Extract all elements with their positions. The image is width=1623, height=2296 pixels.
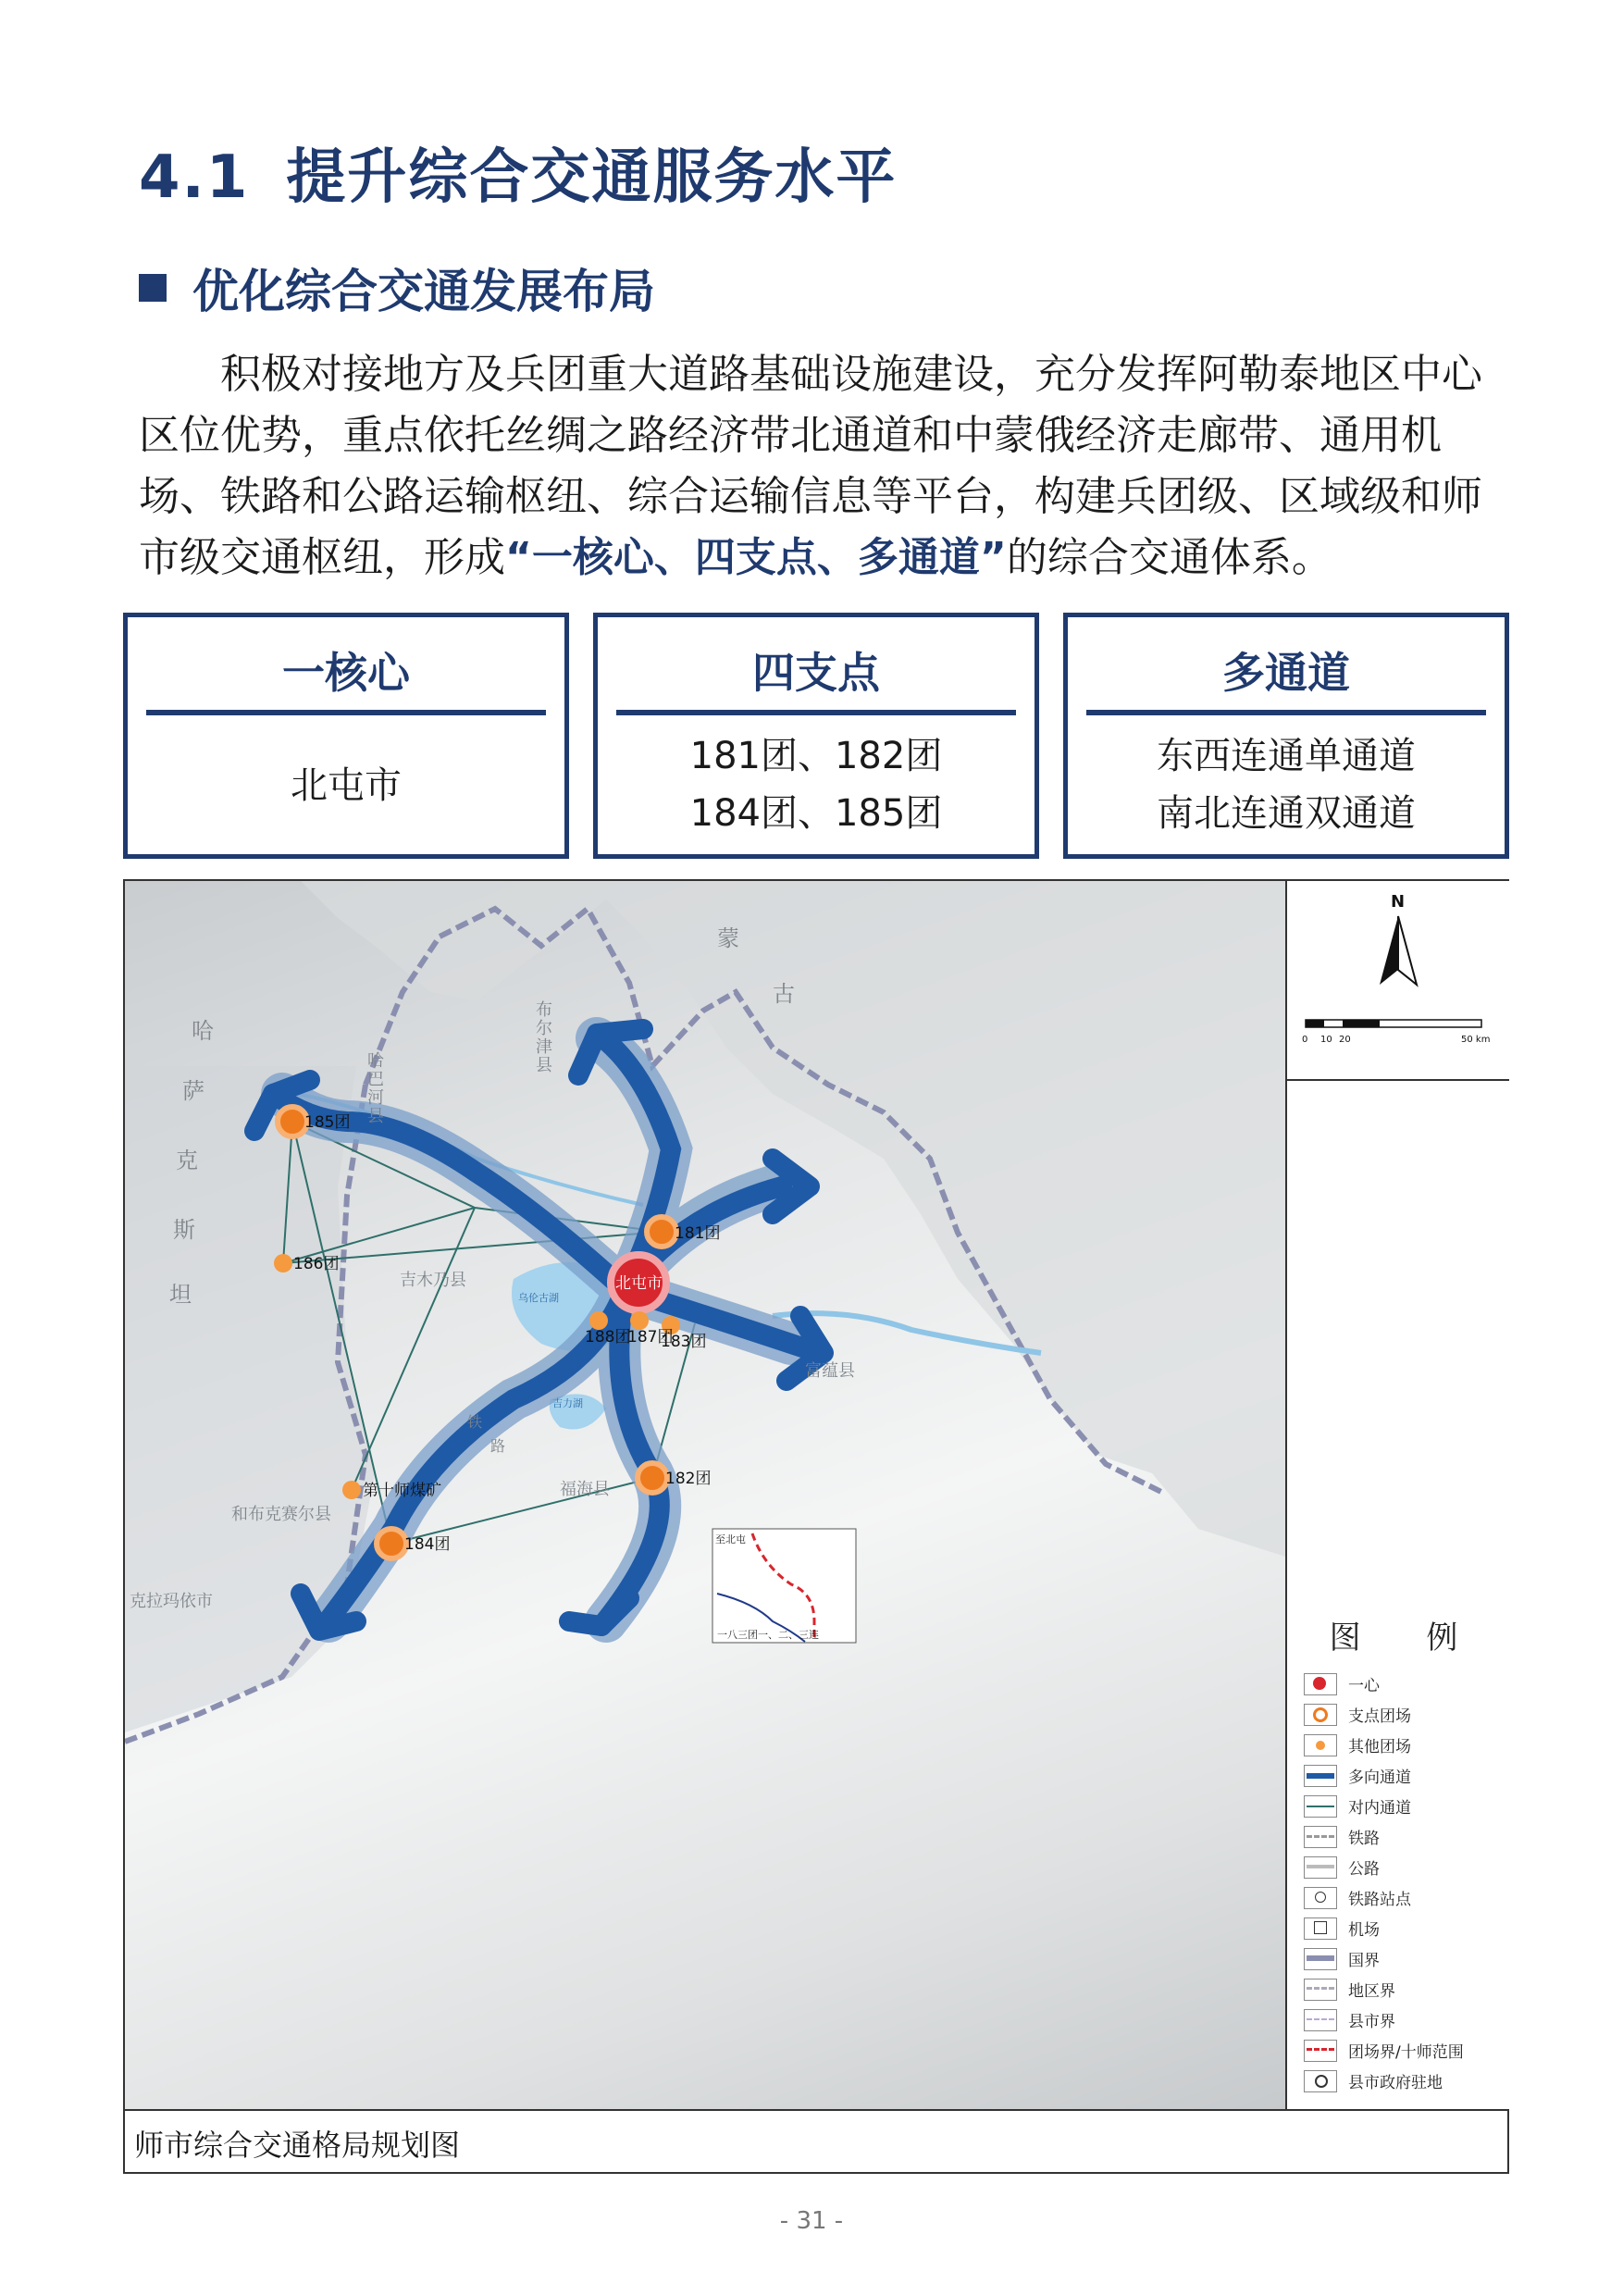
box-line: 181团、182团 xyxy=(689,735,943,777)
label-kz-1: 哈 xyxy=(192,1018,214,1044)
label-fuhai: 福海县 xyxy=(560,1480,610,1499)
legend-item xyxy=(1287,1821,1509,1852)
other-node xyxy=(630,1311,649,1330)
label-kz-2: 萨 xyxy=(182,1078,204,1104)
compass-svg xyxy=(1287,881,1509,1079)
railway-swatch-icon xyxy=(1304,1826,1337,1848)
regiment-border-swatch-icon xyxy=(1304,2040,1337,2062)
inset-label-to-beitun: 至北屯 xyxy=(715,1533,746,1545)
legend-item xyxy=(1287,1913,1509,1943)
paragraph-before: 积极对接地方及兵团重大道路基础设施建设，充分发挥阿勒泰地区中心区位优势，重点依托丝绸之路经济带北通道和中蒙俄经济走廊带、通用机场、铁路和公路运输枢纽、综合运输信息等平台，构建兵团级、区域级和师市级交通枢纽，形成 xyxy=(139,351,1482,581)
label-habahe-1: 哈 xyxy=(367,1051,384,1071)
section-title-text: 提升综合交通服务水平 xyxy=(286,143,898,212)
label-fuyun: 富蕴县 xyxy=(805,1361,855,1381)
body-paragraph xyxy=(139,344,1508,589)
map-figure xyxy=(123,879,1509,2174)
legend-item xyxy=(1287,1882,1509,1913)
county-border-swatch-icon xyxy=(1304,2009,1337,2031)
scale-label: 0 xyxy=(1302,1035,1308,1045)
legend-label: 县市政府驻地 xyxy=(1348,2074,1443,2092)
paragraph-after: 的综合交通体系。 xyxy=(1006,534,1332,581)
section-title xyxy=(139,130,897,215)
label-181: 181团 xyxy=(675,1224,721,1243)
legend-item xyxy=(1287,1760,1509,1791)
legend-item xyxy=(1287,1852,1509,1882)
legend-item xyxy=(1287,2066,1509,2096)
label-jeminay: 吉木乃县 xyxy=(400,1271,466,1290)
north-arrow-right xyxy=(1398,916,1417,985)
label-coal-mine: 第十师煤矿 xyxy=(363,1482,441,1500)
road-swatch-icon xyxy=(1304,1856,1337,1879)
legend-item xyxy=(1287,1669,1509,1699)
inset-map xyxy=(712,1529,856,1643)
map-svg xyxy=(125,881,1285,2109)
support-node xyxy=(278,1107,307,1136)
legend-item xyxy=(1287,2035,1509,2066)
label-hoboksar: 和布克赛尔县 xyxy=(231,1505,331,1524)
label-burqin-2: 尔 xyxy=(536,1019,552,1038)
label-kz-3: 克 xyxy=(176,1148,198,1173)
label-karamay: 克拉玛依市 xyxy=(130,1592,213,1611)
section-number: 4.1 xyxy=(139,143,250,212)
box-heading: 多通道 xyxy=(1222,648,1350,698)
legend-label: 铁路 xyxy=(1348,1830,1380,1848)
box-core xyxy=(123,613,569,859)
legend-item xyxy=(1287,1974,1509,2004)
label-187: 187团 xyxy=(627,1328,674,1347)
summary-boxes xyxy=(123,613,1511,861)
box-heading: 四支点 xyxy=(752,648,880,698)
subsection-title xyxy=(139,254,655,321)
legend-column xyxy=(1285,881,1509,2109)
label-burqin-3: 津 xyxy=(536,1037,552,1057)
label-core: 北屯市 xyxy=(615,1274,663,1293)
scale-seg xyxy=(1306,1020,1324,1027)
north-letter: N xyxy=(1391,892,1406,912)
label-mongolia-1: 蒙 xyxy=(717,925,739,951)
label-lake-jili: 吉力湖 xyxy=(552,1397,583,1409)
legend-label: 铁路站点 xyxy=(1348,1891,1411,1909)
support-node xyxy=(638,1463,667,1493)
legend-item xyxy=(1287,1943,1509,1974)
other-swatch-icon xyxy=(1304,1734,1337,1756)
legend-label: 一心 xyxy=(1348,1677,1380,1695)
legend-item xyxy=(1287,1699,1509,1730)
internal-swatch-icon xyxy=(1304,1795,1337,1818)
label-182: 182团 xyxy=(665,1470,712,1488)
label-rail-1: 铁 xyxy=(467,1413,483,1431)
legend-item xyxy=(1287,1791,1509,1821)
box-line: 南北连通双通道 xyxy=(1157,792,1416,835)
scale-bar xyxy=(1306,1020,1481,1027)
north-arrow-left xyxy=(1380,916,1398,985)
box-line: 184团、185团 xyxy=(689,792,943,835)
legend-label: 国界 xyxy=(1348,1952,1380,1970)
label-mongolia-2: 古 xyxy=(773,981,795,1007)
legend-label: 团场界/十师范围 xyxy=(1348,2043,1464,2062)
scale-label: 20 xyxy=(1339,1035,1351,1045)
scale-label: 50 km xyxy=(1461,1035,1491,1045)
scale-seg xyxy=(1343,1020,1380,1027)
label-burqin-4: 县 xyxy=(536,1056,552,1075)
legend-label: 县市界 xyxy=(1348,2013,1395,2031)
subsection-title-text: 优化综合交通发展布局 xyxy=(192,265,655,318)
figure-caption-bar xyxy=(125,2109,1507,2172)
label-kz-4: 斯 xyxy=(173,1217,195,1243)
corridor-swatch-icon xyxy=(1304,1765,1337,1787)
box-divider xyxy=(616,710,1016,715)
transport-map xyxy=(125,881,1285,2109)
legend-label: 对内通道 xyxy=(1348,1799,1411,1818)
station-swatch-icon xyxy=(1304,1887,1337,1909)
label-rail-2: 路 xyxy=(490,1437,506,1455)
legend-label: 机场 xyxy=(1348,1921,1380,1940)
square-bullet-icon xyxy=(139,274,167,302)
label-burqin-1: 布 xyxy=(536,1000,552,1020)
label-186: 186团 xyxy=(293,1255,340,1273)
box-line: 东西连通单通道 xyxy=(1157,735,1416,777)
box-support-points xyxy=(593,613,1039,859)
label-habahe-3: 河 xyxy=(367,1088,384,1108)
border-swatch-icon xyxy=(1304,1948,1337,1970)
legend-title: 图 例 xyxy=(1329,1620,1486,1657)
legend-item xyxy=(1287,1730,1509,1760)
box-divider xyxy=(1086,710,1486,715)
label-183: 183团 xyxy=(661,1333,707,1351)
legend xyxy=(1287,1612,1509,2096)
inset-frame xyxy=(712,1529,856,1643)
legend-label: 其他团场 xyxy=(1348,1738,1411,1756)
scale-label: 10 xyxy=(1320,1035,1332,1045)
label-habahe-2: 巴 xyxy=(367,1070,384,1089)
paragraph-highlight: “一核心、四支点、多通道” xyxy=(505,534,1007,581)
label-habahe-4: 县 xyxy=(367,1107,384,1126)
legend-label: 支点团场 xyxy=(1348,1707,1411,1726)
label-184: 184团 xyxy=(404,1535,451,1554)
box-line: 北屯市 xyxy=(291,764,402,807)
support-swatch-icon xyxy=(1304,1704,1337,1726)
support-node xyxy=(647,1217,676,1247)
legend-label: 公路 xyxy=(1348,1860,1380,1879)
other-node xyxy=(274,1254,292,1272)
inset-label-183: 一八三团一、二、三连 xyxy=(717,1629,819,1641)
other-node xyxy=(589,1311,608,1330)
page-number: - 31 - xyxy=(779,2207,844,2235)
other-node xyxy=(342,1481,361,1499)
label-kz-5: 坦 xyxy=(169,1282,192,1308)
label-lake-ulungur: 乌伦古湖 xyxy=(518,1292,559,1304)
region-border-swatch-icon xyxy=(1304,1979,1337,2001)
label-188: 188团 xyxy=(585,1328,631,1347)
box-divider xyxy=(146,710,546,715)
support-node xyxy=(377,1529,406,1558)
legend-item xyxy=(1287,2004,1509,2035)
airport-swatch-icon xyxy=(1304,1917,1337,1940)
legend-label: 地区界 xyxy=(1348,1982,1395,2001)
label-185: 185团 xyxy=(304,1113,351,1132)
box-corridors xyxy=(1063,613,1509,859)
core-swatch-icon xyxy=(1304,1673,1337,1695)
north-arrow-box xyxy=(1287,881,1509,1081)
legend-label: 多向通道 xyxy=(1348,1769,1411,1787)
box-heading: 一核心 xyxy=(282,648,410,698)
figure-caption: 师市综合交通格局规划图 xyxy=(134,2128,461,2163)
gov-seat-swatch-icon xyxy=(1304,2070,1337,2092)
